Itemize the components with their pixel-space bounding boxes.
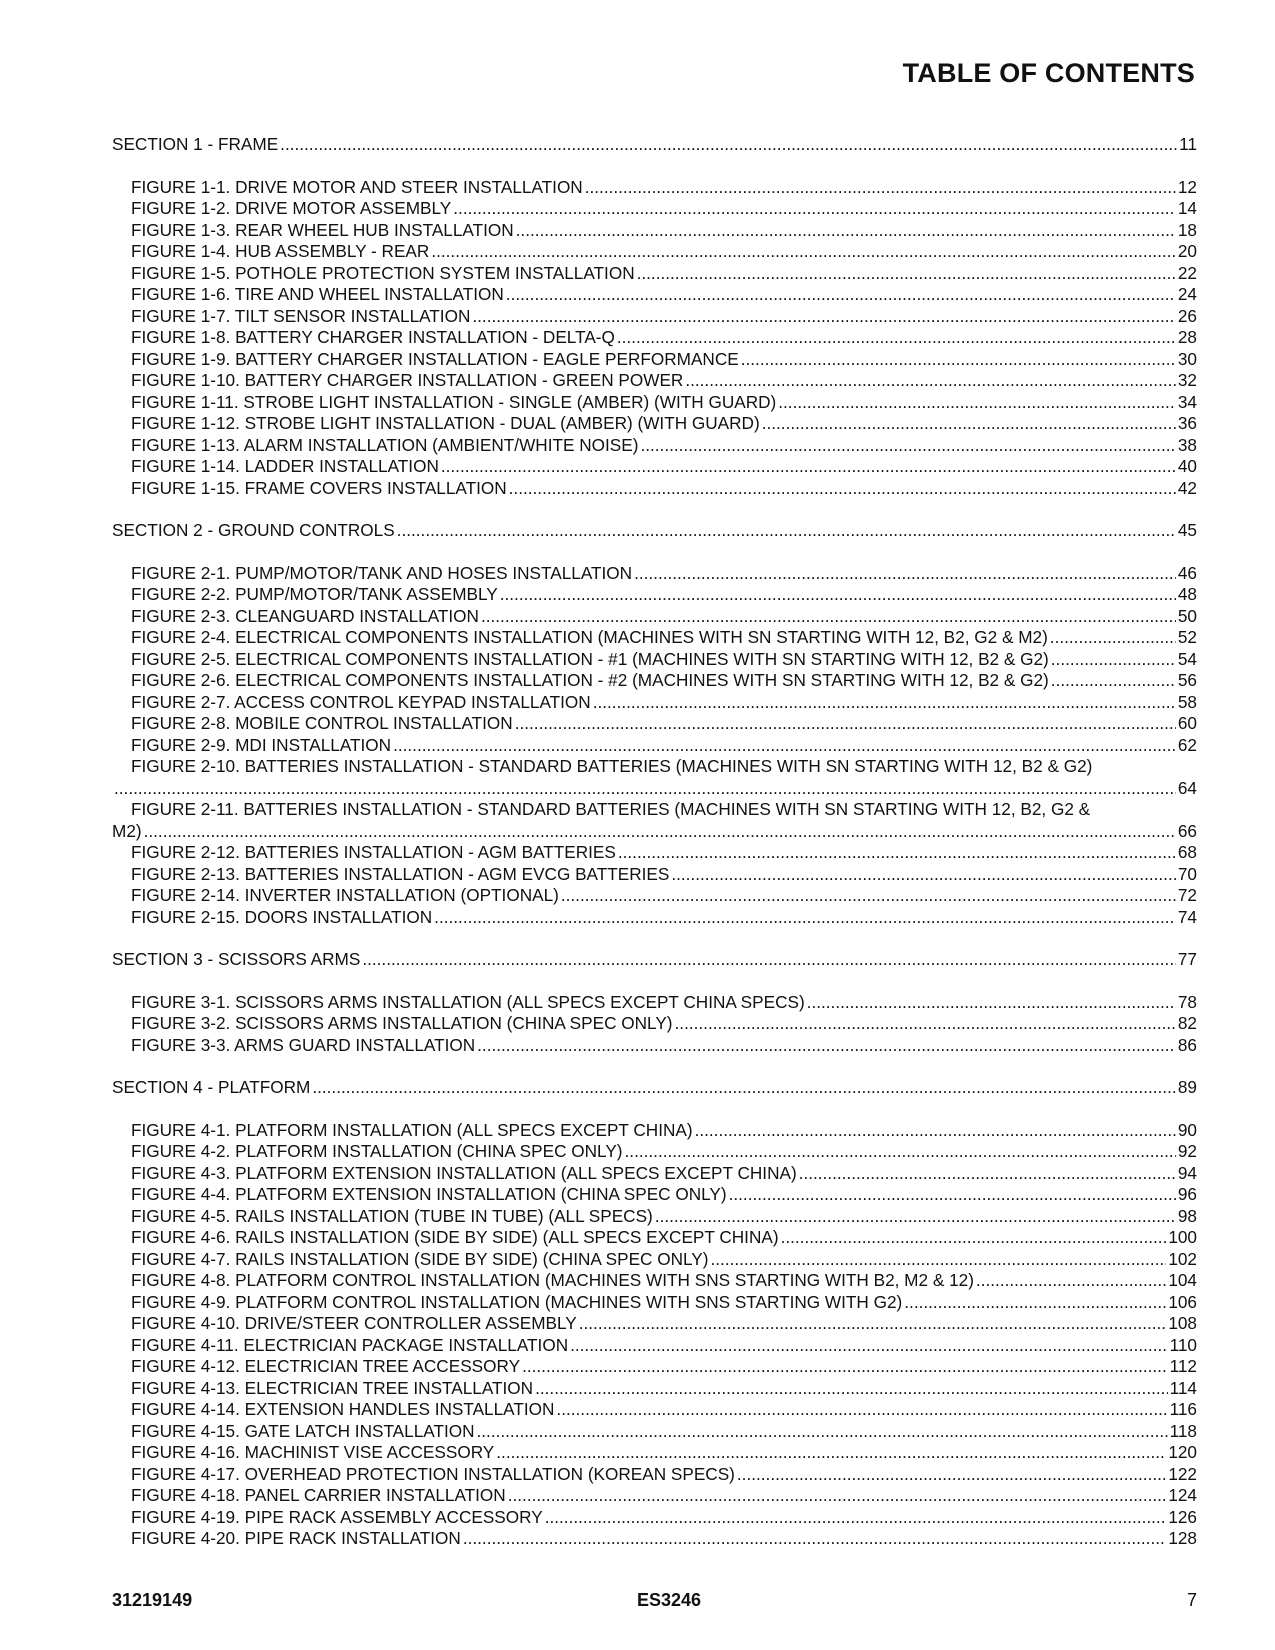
footer-doc-number: 31219149 <box>112 1590 193 1610</box>
toc-figure-entry[interactable] <box>112 842 1197 864</box>
toc-figure-entry[interactable] <box>112 1120 1197 1142</box>
toc-figure-entry[interactable] <box>112 1206 1197 1228</box>
toc-figure-label: FIGURE 1-9. BATTERY CHARGER INSTALLATION - EAGLE PERFORMANCE <box>131 348 739 369</box>
dot-leader <box>312 1077 1176 1099</box>
dot-leader <box>496 1442 1166 1464</box>
toc-page-number: 70 <box>1177 863 1197 884</box>
toc-figure-entry[interactable] <box>112 713 1197 735</box>
toc-page-number: 100 <box>1168 1227 1197 1247</box>
toc-figure-label: FIGURE 1-14. LADDER INSTALLATION <box>131 456 439 476</box>
toc-figure-label-cont: M2) <box>112 820 142 841</box>
toc-figure-entry[interactable] <box>112 220 1197 242</box>
toc-figure-label: FIGURE 2-13. BATTERIES INSTALLATION - AGM EVCG BATTERIES <box>131 863 670 884</box>
toc-page-number: 126 <box>1168 1506 1197 1527</box>
toc-figure-entry[interactable] <box>112 1528 1197 1550</box>
toc-page-number: 42 <box>1177 477 1197 498</box>
toc-figure-entry[interactable] <box>112 1163 1197 1185</box>
toc-figure-entry[interactable] <box>112 1464 1197 1486</box>
toc-section-entry[interactable] <box>112 949 1197 971</box>
toc-page-number: 62 <box>1177 734 1197 755</box>
dot-leader <box>561 885 1176 907</box>
dot-leader <box>637 263 1176 285</box>
table-of-contents <box>112 134 1197 1550</box>
toc-figure-entry[interactable] <box>112 992 1197 1014</box>
dot-leader <box>506 284 1176 306</box>
toc-figure-label: FIGURE 4-4. PLATFORM EXTENSION INSTALLATION (CHINA SPEC ONLY) <box>131 1184 727 1204</box>
toc-figure-entry[interactable] <box>112 649 1197 671</box>
toc-page-number: 78 <box>1177 991 1197 1012</box>
dot-leader <box>441 456 1176 478</box>
toc-figure-entry[interactable] <box>112 435 1197 457</box>
toc-section-label: SECTION 4 - PLATFORM <box>112 1077 311 1097</box>
dot-leader <box>807 992 1176 1014</box>
toc-figure-label: FIGURE 4-8. PLATFORM CONTROL INSTALLATION (MACHINES WITH SNS STARTING WITH B2, M2 & 12) <box>131 1270 974 1290</box>
toc-page-number: 112 <box>1169 1356 1197 1376</box>
toc-figure-label: FIGURE 2-2. PUMP/MOTOR/TANK ASSEMBLY <box>131 584 498 604</box>
dot-leader <box>453 198 1176 220</box>
toc-page-number: 50 <box>1177 605 1197 626</box>
toc-section-label: SECTION 2 - GROUND CONTROLS <box>112 520 395 540</box>
spacer <box>112 971 1197 992</box>
dot-leader <box>799 1163 1176 1185</box>
toc-page-number: 116 <box>1169 1399 1197 1419</box>
toc-page-number: 18 <box>1177 219 1197 240</box>
toc-section-entry[interactable] <box>112 520 1197 542</box>
toc-figure-label: FIGURE 2-3. CLEANGUARD INSTALLATION <box>131 605 479 626</box>
spacer <box>112 1056 1197 1077</box>
toc-figure-entry[interactable] <box>112 1485 1197 1507</box>
toc-page-number: 64 <box>1177 777 1197 798</box>
toc-figure-entry[interactable] <box>112 177 1197 199</box>
toc-figure-entry[interactable] <box>112 1399 1197 1421</box>
spacer <box>112 542 1197 563</box>
toc-figure-entry[interactable] <box>112 606 1197 628</box>
dot-leader <box>516 220 1176 242</box>
toc-figure-label: FIGURE 3-2. SCISSORS ARMS INSTALLATION (CHINA SPEC ONLY) <box>131 1013 673 1033</box>
toc-figure-label: FIGURE 2-12. BATTERIES INSTALLATION - AGM BATTERIES <box>131 842 616 862</box>
toc-page-number: 48 <box>1177 584 1197 604</box>
toc-page-number: 128 <box>1168 1528 1197 1548</box>
toc-figure-entry[interactable] <box>112 349 1197 371</box>
toc-figure-label: FIGURE 1-12. STROBE LIGHT INSTALLATION - DUAL (AMBER) (WITH GUARD) <box>131 413 760 433</box>
toc-figure-label: FIGURE 4-20. PIPE RACK INSTALLATION <box>131 1528 461 1548</box>
toc-section-entry[interactable] <box>112 1077 1197 1099</box>
toc-figure-entry[interactable] <box>112 1270 1197 1292</box>
toc-page-number: 92 <box>1177 1141 1197 1161</box>
toc-figure-entry[interactable] <box>112 778 1197 800</box>
dot-leader <box>515 713 1176 735</box>
toc-figure-label: FIGURE 2-9. MDI INSTALLATION <box>131 734 392 755</box>
toc-figure-label: FIGURE 2-5. ELECTRICAL COMPONENTS INSTALLATION - #1 (MACHINES WITH SN STARTING WITH 12, B2 & G2) <box>131 648 1049 669</box>
toc-figure-label: FIGURE 4-15. GATE LATCH INSTALLATION <box>131 1420 475 1441</box>
dot-leader <box>737 1464 1166 1486</box>
dot-leader <box>509 478 1176 500</box>
toc-figure-label: FIGURE 1-1. DRIVE MOTOR AND STEER INSTALLATION <box>131 176 583 197</box>
toc-figure-entry[interactable] <box>112 392 1197 414</box>
toc-page-number: 20 <box>1177 241 1197 261</box>
toc-figure-entry[interactable] <box>112 241 1197 263</box>
toc-figure-label: FIGURE 4-10. DRIVE/STEER CONTROLLER ASSEMBLY <box>131 1313 577 1333</box>
dot-leader <box>675 1013 1176 1035</box>
toc-figure-entry[interactable] <box>112 735 1197 757</box>
toc-figure-entry[interactable] <box>112 864 1197 886</box>
toc-figure-entry[interactable] <box>112 885 1197 907</box>
toc-figure-label: FIGURE 3-1. SCISSORS ARMS INSTALLATION (ALL SPECS EXCEPT CHINA SPECS) <box>131 991 805 1012</box>
toc-figure-label: FIGURE 4-18. PANEL CARRIER INSTALLATION <box>131 1485 506 1505</box>
toc-page-number: 108 <box>1168 1313 1197 1333</box>
toc-page-number: 74 <box>1177 906 1197 927</box>
dot-leader <box>545 1507 1167 1529</box>
toc-figure-label: FIGURE 4-16. MACHINIST VISE ACCESSORY <box>131 1442 495 1462</box>
dot-leader <box>617 327 1176 349</box>
toc-page-number: 120 <box>1168 1442 1197 1462</box>
toc-figure-label: FIGURE 2-4. ELECTRICAL COMPONENTS INSTALLATION (MACHINES WITH SN STARTING WITH 12, B2, G2 & M2) <box>131 627 1048 647</box>
dot-leader <box>570 1335 1167 1357</box>
toc-figure-label: FIGURE 4-13. ELECTRICIAN TREE INSTALLATION <box>131 1377 534 1398</box>
spacer <box>112 1099 1197 1120</box>
toc-page-number: 14 <box>1177 198 1197 218</box>
footer-page-number: 7 <box>1186 1590 1197 1610</box>
toc-page-number: 11 <box>1179 134 1197 154</box>
toc-figure-label: FIGURE 4-6. RAILS INSTALLATION (SIDE BY SIDE) (ALL SPECS EXCEPT CHINA) <box>131 1227 779 1247</box>
toc-figure-label: FIGURE 1-6. TIRE AND WHEEL INSTALLATION <box>131 284 504 304</box>
toc-figure-label: FIGURE 4-3. PLATFORM EXTENSION INSTALLATION (ALL SPECS EXCEPT CHINA) <box>131 1162 797 1183</box>
toc-figure-label: FIGURE 4-17. OVERHEAD PROTECTION INSTALLATION (KOREAN SPECS) <box>131 1463 735 1484</box>
toc-page-number: 45 <box>1177 520 1197 540</box>
toc-page-number: 60 <box>1177 713 1197 733</box>
toc-page-number: 124 <box>1168 1485 1197 1505</box>
toc-figure-entry[interactable] <box>112 821 1197 843</box>
spacer <box>112 156 1197 177</box>
dot-leader <box>472 306 1176 328</box>
toc-page-number: 36 <box>1177 413 1197 433</box>
toc-figure-label: FIGURE 2-8. MOBILE CONTROL INSTALLATION <box>131 713 513 733</box>
toc-figure-entry[interactable] <box>112 413 1197 435</box>
toc-figure-entry[interactable] <box>112 584 1197 606</box>
toc-figure-entry[interactable] <box>112 1184 1197 1206</box>
toc-figure-label: FIGURE 4-19. PIPE RACK ASSEMBLY ACCESSORY <box>131 1506 543 1527</box>
dot-leader <box>477 1035 1176 1057</box>
toc-page-number: 22 <box>1177 262 1197 283</box>
toc-page-number: 102 <box>1168 1248 1197 1269</box>
toc-page-number: 34 <box>1177 391 1197 412</box>
toc-figure-label: FIGURE 2-1. PUMP/MOTOR/TANK AND HOSES INSTALLATION <box>131 562 633 583</box>
toc-figure-entry[interactable] <box>112 1356 1197 1378</box>
dot-leader <box>685 370 1176 392</box>
footer-model: ES3246 <box>637 1590 702 1610</box>
toc-page-number: 56 <box>1177 670 1197 690</box>
toc-figure-entry[interactable] <box>112 1313 1197 1335</box>
toc-figure-label: FIGURE 4-1. PLATFORM INSTALLATION (ALL SPECS EXCEPT CHINA) <box>131 1119 693 1140</box>
toc-figure-label: FIGURE 4-14. EXTENSION HANDLES INSTALLATION <box>131 1399 555 1419</box>
dot-leader <box>729 1184 1176 1206</box>
dot-leader <box>904 1292 1166 1314</box>
dot-leader <box>1050 627 1176 649</box>
toc-figure-entry[interactable] <box>112 198 1197 220</box>
toc-page-number: 24 <box>1177 284 1197 304</box>
toc-figure-label: FIGURE 1-4. HUB ASSEMBLY - REAR <box>131 241 430 261</box>
toc-figure-entry[interactable] <box>112 907 1197 929</box>
toc-page-number: 94 <box>1177 1162 1197 1183</box>
toc-page-number: 66 <box>1177 820 1197 841</box>
dot-leader <box>556 1399 1167 1421</box>
dot-leader <box>477 1421 1168 1443</box>
toc-page-number: 86 <box>1177 1034 1197 1055</box>
toc-figure-label: FIGURE 1-15. FRAME COVERS INSTALLATION <box>131 477 507 498</box>
dot-leader <box>625 1141 1176 1163</box>
spacer <box>112 928 1197 949</box>
toc-figure-label: FIGURE 1-2. DRIVE MOTOR ASSEMBLY <box>131 198 452 218</box>
toc-page-number: 38 <box>1177 434 1197 455</box>
toc-page-number: 104 <box>1168 1270 1197 1290</box>
dot-leader <box>397 520 1176 542</box>
toc-figure-label: FIGURE 3-3. ARMS GUARD INSTALLATION <box>131 1034 476 1055</box>
toc-page-number: 58 <box>1177 691 1197 712</box>
toc-figure-entry[interactable] <box>112 327 1197 349</box>
toc-figure-entry[interactable] <box>112 1292 1197 1314</box>
toc-page-number: 12 <box>1177 176 1197 197</box>
toc-figure-label: FIGURE 4-11. ELECTRICIAN PACKAGE INSTALLATION <box>131 1334 569 1355</box>
dot-leader <box>741 349 1176 371</box>
spacer <box>112 499 1197 520</box>
toc-page-number: 72 <box>1177 885 1197 905</box>
toc-figure-entry[interactable] <box>112 478 1197 500</box>
toc-page-number: 90 <box>1177 1119 1197 1140</box>
toc-section-label: SECTION 3 - SCISSORS ARMS <box>112 949 361 969</box>
toc-figure-entry[interactable] <box>112 284 1197 306</box>
toc-figure-label: FIGURE 4-12. ELECTRICIAN TREE ACCESSORY <box>131 1356 521 1376</box>
dot-leader <box>431 241 1176 263</box>
toc-page-number: 122 <box>1168 1463 1197 1484</box>
toc-figure-label: FIGURE 2-6. ELECTRICAL COMPONENTS INSTALLATION - #2 (MACHINES WITH SN STARTING WITH 12, B2 & G2) <box>131 670 1049 690</box>
toc-page-number: 30 <box>1177 348 1197 369</box>
toc-figure-label: FIGURE 2-7. ACCESS CONTROL KEYPAD INSTALLATION <box>131 691 591 712</box>
dot-leader <box>618 842 1176 864</box>
toc-page-number: 106 <box>1168 1291 1197 1312</box>
dot-leader <box>1051 649 1176 671</box>
toc-figure-label: FIGURE 4-2. PLATFORM INSTALLATION (CHINA SPEC ONLY) <box>131 1141 623 1161</box>
dot-leader <box>655 1206 1176 1228</box>
toc-page-number: 52 <box>1177 627 1197 647</box>
dot-leader <box>393 735 1176 757</box>
toc-figure-label: FIGURE 1-13. ALARM INSTALLATION (AMBIENT/WHITE NOISE) <box>131 434 639 455</box>
dot-leader <box>579 1313 1167 1335</box>
toc-page-number: 68 <box>1177 842 1197 862</box>
toc-page-number: 89 <box>1177 1077 1197 1097</box>
toc-figure-entry[interactable] <box>112 1335 1197 1357</box>
page-title: TABLE OF CONTENTS <box>902 58 1195 88</box>
toc-figure-entry[interactable] <box>112 627 1197 649</box>
toc-page-number: 118 <box>1169 1420 1197 1441</box>
toc-figure-label: FIGURE 1-11. STROBE LIGHT INSTALLATION - SINGLE (AMBER) (WITH GUARD) <box>131 391 777 412</box>
dot-leader <box>481 606 1176 628</box>
toc-figure-label: FIGURE 4-5. RAILS INSTALLATION (TUBE IN TUBE) (ALL SPECS) <box>131 1205 653 1226</box>
dot-leader <box>114 778 1176 800</box>
dot-leader <box>671 864 1176 886</box>
toc-figure-entry[interactable] <box>112 1442 1197 1464</box>
toc-figure-entry[interactable] <box>112 1227 1197 1249</box>
dot-leader <box>585 177 1176 199</box>
toc-page-number: 98 <box>1177 1205 1197 1226</box>
toc-figure-entry[interactable] <box>112 692 1197 714</box>
toc-figure-entry[interactable] <box>112 1141 1197 1163</box>
dot-leader <box>144 821 1176 843</box>
toc-figure-label: FIGURE 1-10. BATTERY CHARGER INSTALLATION - GREEN POWER <box>131 370 684 390</box>
toc-figure-entry[interactable] <box>112 306 1197 328</box>
dot-leader <box>522 1356 1168 1378</box>
toc-figure-entry[interactable] <box>112 1035 1197 1057</box>
toc-figure-entry[interactable] <box>112 563 1197 585</box>
toc-page-number: 96 <box>1177 1184 1197 1204</box>
dot-leader <box>781 1227 1167 1249</box>
toc-figure-label: FIGURE 2-14. INVERTER INSTALLATION (OPTIONAL) <box>131 885 559 905</box>
toc-section-entry[interactable] <box>112 134 1197 156</box>
toc-page-number: 28 <box>1177 327 1197 347</box>
dot-leader <box>593 692 1176 714</box>
toc-page-number: 114 <box>1169 1377 1197 1398</box>
toc-page-number: 32 <box>1177 370 1197 390</box>
toc-page-number: 77 <box>1177 949 1197 969</box>
toc-figure-label: FIGURE 4-9. PLATFORM CONTROL INSTALLATION (MACHINES WITH SNS STARTING WITH G2) <box>131 1291 903 1312</box>
toc-page-number: 46 <box>1177 562 1197 583</box>
toc-section-label: SECTION 1 - FRAME <box>112 134 279 154</box>
dot-leader <box>362 949 1176 971</box>
dot-leader <box>976 1270 1166 1292</box>
toc-figure-entry[interactable] <box>112 370 1197 392</box>
page-footer <box>112 1590 1197 1614</box>
dot-leader <box>711 1249 1167 1271</box>
dot-leader <box>500 584 1176 606</box>
dot-leader <box>634 563 1176 585</box>
dot-leader <box>1051 670 1176 692</box>
toc-page-number: 54 <box>1177 648 1197 669</box>
toc-page-number: 40 <box>1177 456 1197 476</box>
toc-figure-label: FIGURE 1-7. TILT SENSOR INSTALLATION <box>131 305 471 326</box>
dot-leader <box>695 1120 1176 1142</box>
dot-leader <box>762 413 1176 435</box>
toc-figure-label: FIGURE 1-5. POTHOLE PROTECTION SYSTEM INSTALLATION <box>131 262 635 283</box>
toc-figure-entry[interactable] <box>112 1378 1197 1400</box>
dot-leader <box>280 134 1177 156</box>
toc-figure-entry[interactable] <box>112 263 1197 285</box>
toc-figure-label: FIGURE 1-8. BATTERY CHARGER INSTALLATION - DELTA-Q <box>131 327 615 347</box>
dot-leader <box>434 907 1176 929</box>
toc-page-number: 82 <box>1177 1013 1197 1033</box>
dot-leader <box>508 1485 1167 1507</box>
toc-page-number: 26 <box>1177 305 1197 326</box>
toc-figure-label[interactable]: FIGURE 2-10. BATTERIES INSTALLATION - STANDARD BATTERIES (MACHINES WITH SN STARTING WITH 12, B2 & G2) <box>131 756 1093 776</box>
toc-figure-entry[interactable] <box>112 456 1197 478</box>
toc-page-number: 110 <box>1169 1334 1197 1355</box>
dot-leader <box>535 1378 1168 1400</box>
toc-figure-entry[interactable] <box>112 1421 1197 1443</box>
toc-figure-entry[interactable] <box>112 1507 1197 1529</box>
dot-leader <box>778 392 1176 414</box>
dot-leader <box>640 435 1175 457</box>
toc-figure-label: FIGURE 2-15. DOORS INSTALLATION <box>131 906 433 927</box>
toc-figure-label: FIGURE 4-7. RAILS INSTALLATION (SIDE BY SIDE) (CHINA SPEC ONLY) <box>131 1248 709 1269</box>
dot-leader <box>463 1528 1166 1550</box>
toc-figure-label[interactable]: FIGURE 2-11. BATTERIES INSTALLATION - STANDARD BATTERIES (MACHINES WITH SN STARTING WITH 12, B2, G2 & <box>131 799 1091 819</box>
toc-figure-entry[interactable] <box>112 670 1197 692</box>
toc-figure-label: FIGURE 1-3. REAR WHEEL HUB INSTALLATION <box>131 219 514 240</box>
toc-figure-entry[interactable] <box>112 1013 1197 1035</box>
toc-figure-entry[interactable] <box>112 1249 1197 1271</box>
